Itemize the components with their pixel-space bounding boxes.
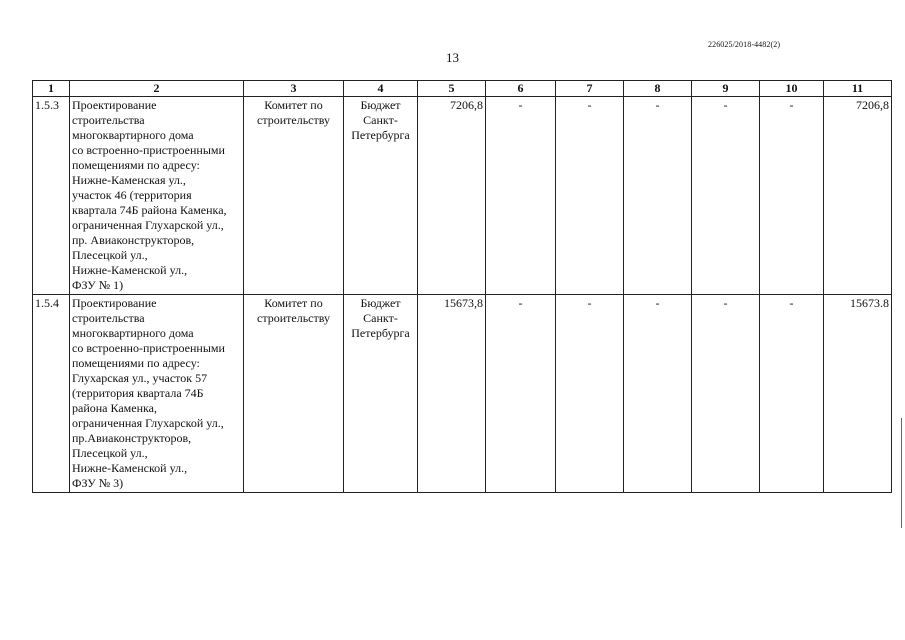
col-header-6: 6 <box>486 81 556 97</box>
description-line: района Каменка, <box>72 401 157 415</box>
header-row <box>33 81 892 97</box>
description-line: ограниченная Глухарской ул., <box>72 218 224 232</box>
funding-source-line: Бюджет <box>360 296 401 310</box>
description-line: Плесецкой ул., <box>72 446 148 460</box>
description-line: строительства <box>72 113 145 127</box>
col-header-7: 7 <box>556 81 624 97</box>
col-header-2: 2 <box>70 81 244 97</box>
year-value: - <box>760 97 824 295</box>
year-value: - <box>692 295 760 493</box>
description-line: Нижне-Каменской ул., <box>72 263 188 277</box>
description-line: Глухарская ул., участок 57 <box>72 371 208 385</box>
funding-source-line: Санкт- <box>363 311 398 325</box>
executor-line: строительству <box>257 113 330 127</box>
description-line: квартала 74Б района Каменка, <box>72 203 227 217</box>
year-value: - <box>624 295 692 493</box>
year-value: - <box>760 295 824 493</box>
total-amount: 15673,8 <box>418 295 486 493</box>
description-line: пр. Авиаконструкторов, <box>72 233 195 247</box>
description-line: Нижне-Каменская ул., <box>72 173 186 187</box>
table-row <box>33 97 892 295</box>
description-line: ФЗУ № 3) <box>72 476 124 490</box>
funding-source-line: Петербурга <box>351 128 410 142</box>
budget-table <box>32 80 892 493</box>
description-line: Плесецкой ул., <box>72 248 148 262</box>
total-amount: 7206,8 <box>418 97 486 295</box>
funding-source-line: Бюджет <box>360 98 401 112</box>
description-line: многоквартирного дома <box>72 128 194 142</box>
year-value: - <box>624 97 692 295</box>
description-line: (территория квартала 74Б <box>72 386 204 400</box>
description-line: Нижне-Каменской ул., <box>72 461 188 475</box>
col-header-8: 8 <box>624 81 692 97</box>
year-value: - <box>486 295 556 493</box>
funding-source-cell <box>344 97 418 295</box>
year-value: 7206,8 <box>824 97 892 295</box>
description-line: со встроенно-пристроенными <box>72 341 225 355</box>
description-line: помещениями по адресу: <box>72 158 200 172</box>
description-line: пр.Авиаконструкторов, <box>72 431 192 445</box>
executor-cell <box>244 295 344 493</box>
row-number: 1.5.4 <box>33 295 70 493</box>
document-registration-number: 226025/2018-4482(2) <box>708 40 781 49</box>
col-header-4: 4 <box>344 81 418 97</box>
table-row <box>33 295 892 493</box>
col-header-9: 9 <box>692 81 760 97</box>
executor-cell <box>244 97 344 295</box>
col-header-10: 10 <box>760 81 824 97</box>
description-line: помещениями по адресу: <box>72 356 200 370</box>
description-line: Проектирование <box>72 296 157 310</box>
year-value: - <box>556 97 624 295</box>
description-line: ограниченная Глухарской ул., <box>72 416 224 430</box>
executor-line: строительству <box>257 311 330 325</box>
scan-edge-line <box>901 418 902 528</box>
description-line: участок 46 (территория <box>72 188 192 202</box>
col-header-3: 3 <box>244 81 344 97</box>
project-description <box>70 295 244 493</box>
funding-source-line: Петербурга <box>351 326 410 340</box>
description-line: ФЗУ № 1) <box>72 278 124 292</box>
description-line: многоквартирного дома <box>72 326 194 340</box>
year-value: - <box>486 97 556 295</box>
year-value: - <box>692 97 760 295</box>
executor-line: Комитет по <box>264 296 323 310</box>
col-header-1: 1 <box>33 81 70 97</box>
description-line: строительства <box>72 311 145 325</box>
funding-source-line: Санкт- <box>363 113 398 127</box>
executor-line: Комитет по <box>264 98 323 112</box>
year-value: 15673.8 <box>824 295 892 493</box>
description-line: Проектирование <box>72 98 157 112</box>
funding-source-cell <box>344 295 418 493</box>
page-number: 13 <box>446 50 459 65</box>
col-header-5: 5 <box>418 81 486 97</box>
col-header-11: 11 <box>824 81 892 97</box>
year-value: - <box>556 295 624 493</box>
description-line: со встроенно-пристроенными <box>72 143 225 157</box>
row-number: 1.5.3 <box>33 97 70 295</box>
project-description <box>70 97 244 295</box>
